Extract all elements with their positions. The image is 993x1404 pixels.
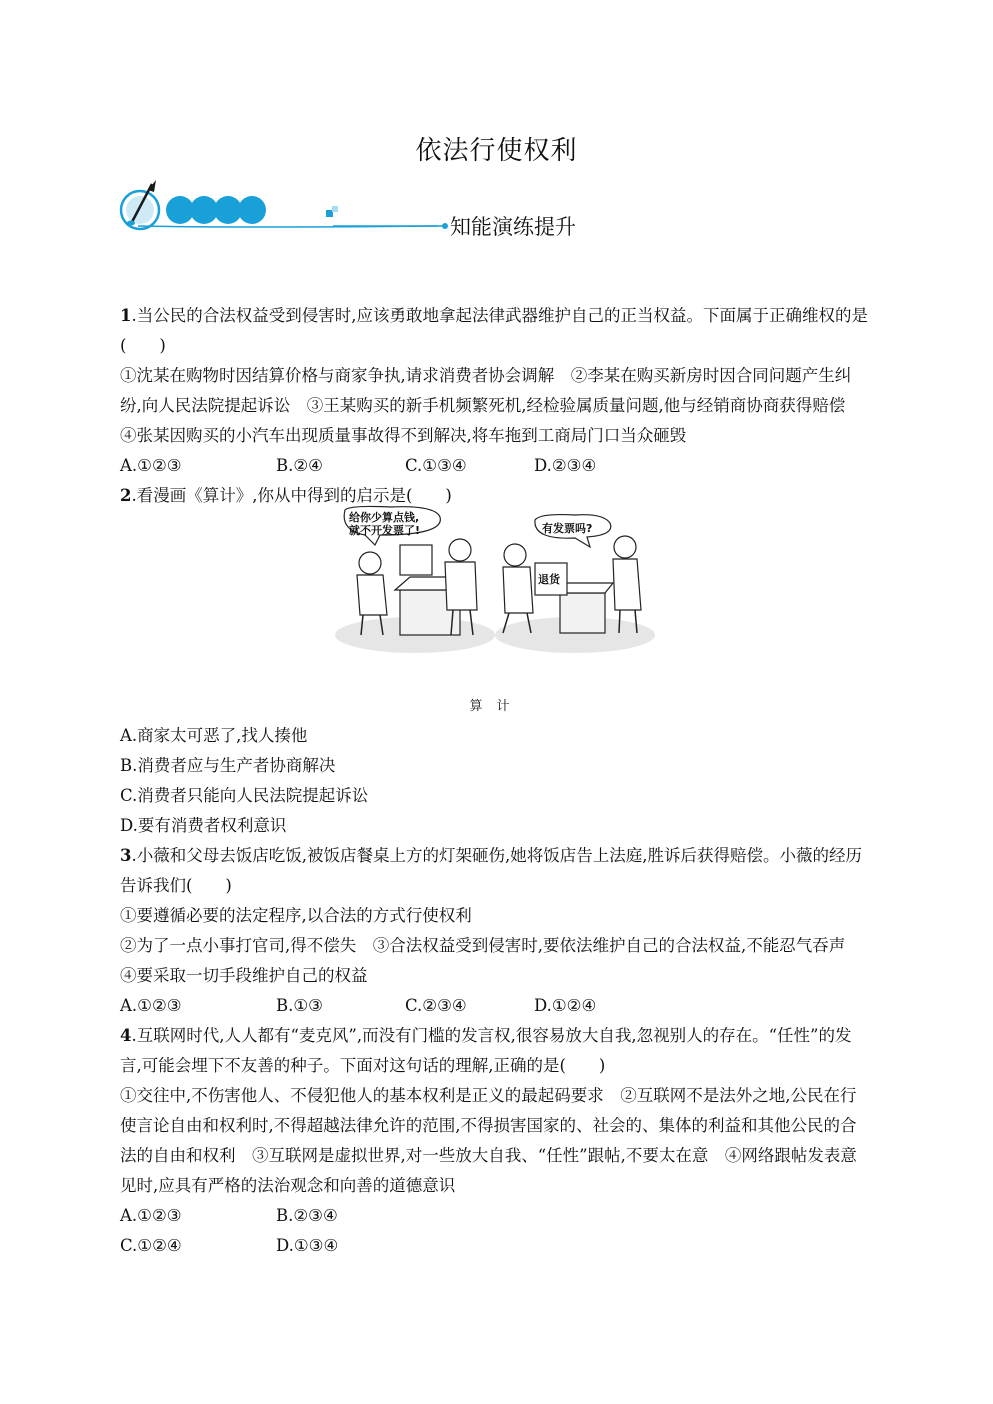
option-c[interactable]: C.消费者只能向人民法院提起诉讼 xyxy=(120,786,369,805)
option-c[interactable]: C.②③④ xyxy=(405,996,467,1015)
question-1-statements: ①沈某在购物时因结算价格与商家争执,请求消费者协会调解 ②李某在购买新房时因合同问题产生纠纷,向人民法院提起诉讼 ③王某购买的新手机频繁死机,经检验属质量问题,他与经销商协商获得赔偿 ④张某因购买的小汽车出现质量事故得不到解决,将车拖到工商局门口当众砸毁 xyxy=(120,366,862,445)
question-3-statement-1: ①要遵循必要的法定程序,以合法的方式行使权利 xyxy=(120,906,472,925)
option-b[interactable]: B.②③④ xyxy=(276,1206,338,1225)
question-1-stem xyxy=(120,301,870,361)
option-d[interactable]: D.①③④ xyxy=(276,1236,339,1255)
question-text: .看漫画《算计》,你从中得到的启示是( ) xyxy=(131,486,452,505)
cartoon-caption: 算计 xyxy=(469,699,524,714)
decor-dot-icon xyxy=(190,196,218,224)
speech-bubble-text: 有发票吗? xyxy=(542,522,593,535)
option-d[interactable]: D.②③④ xyxy=(534,456,597,475)
question-text: .小薇和父母去饭店吃饭,被饭店餐桌上方的灯架砸伤,她将饭店告上法庭,胜诉后获得赔偿。小薇的经历告诉我们( ) xyxy=(120,846,862,895)
decor-dot-icon xyxy=(214,196,242,224)
question-number: 2 xyxy=(120,486,132,505)
question-3-statements: ②为了一点小事打官司,得不偿失 ③合法权益受到侵害时,要依法维护自己的合法权益,不能忍气吞声 ④要采取一切手段维护自己的权益 xyxy=(120,936,862,985)
page-title: 依法行使权利 xyxy=(415,136,578,166)
option-b[interactable]: B.②④ xyxy=(276,456,323,475)
option-b[interactable]: B.①③ xyxy=(276,996,323,1015)
option-d[interactable]: D.要有消费者权利意识 xyxy=(120,816,287,835)
question-4-statements: ①交往中,不伤害他人、不侵犯他人的基本权利是正义的最起码要求 ②互联网不是法外之地,公民在行使言论自由和权利时,不得超越法律允许的范围,不得损害国家的、社会的、集体的利益和其他公民的合法的自由和权利 ③互联网是虚拟世界,对一些放大自我、“任性”跟帖,不要太在意 ④网络跟帖发表意见时,应具有严格的法治观念和向善的道德意识 xyxy=(120,1086,857,1195)
option-a[interactable]: A.①②③ xyxy=(120,996,182,1015)
question-3-stem xyxy=(120,841,870,901)
option-c[interactable]: C.①②④ xyxy=(120,1236,182,1255)
question-text: .互联网时代,人人都有“麦克风”,而没有门槛的发言权,很容易放大自我,忽视别人的存在。“任性”的发言,可能会埋下不友善的种子。下面对这句话的理解,正确的是( ) xyxy=(120,1026,852,1075)
cartoon-illustration xyxy=(335,505,655,655)
option-a[interactable]: A.商家太可恶了,找人揍他 xyxy=(120,726,308,745)
section-label: 知能演练提升 xyxy=(450,215,576,239)
option-c[interactable]: C.①③④ xyxy=(405,456,467,475)
question-text: .当公民的合法权益受到侵害时,应该勇敢地拿起法律武器维护自己的正当权益。下面属于正确维权的是( ) xyxy=(120,306,868,355)
question-4-stem xyxy=(120,1021,870,1081)
decor-dot-icon xyxy=(238,196,266,224)
question-number: 1 xyxy=(120,306,132,325)
question-number: 3 xyxy=(120,846,132,865)
option-a[interactable]: A.①②③ xyxy=(120,1206,182,1225)
question-number: 4 xyxy=(120,1026,132,1045)
speech-bubble-text: 就不开发票了! xyxy=(349,524,421,537)
option-a[interactable]: A.①②③ xyxy=(120,456,182,475)
box-label: 退货 xyxy=(538,573,560,586)
option-d[interactable]: D.①②④ xyxy=(534,996,597,1015)
decor-dot-icon xyxy=(166,196,194,224)
option-b[interactable]: B.消费者应与生产者协商解决 xyxy=(120,756,336,775)
speech-bubble-text: 给你少算点钱, xyxy=(349,511,420,524)
